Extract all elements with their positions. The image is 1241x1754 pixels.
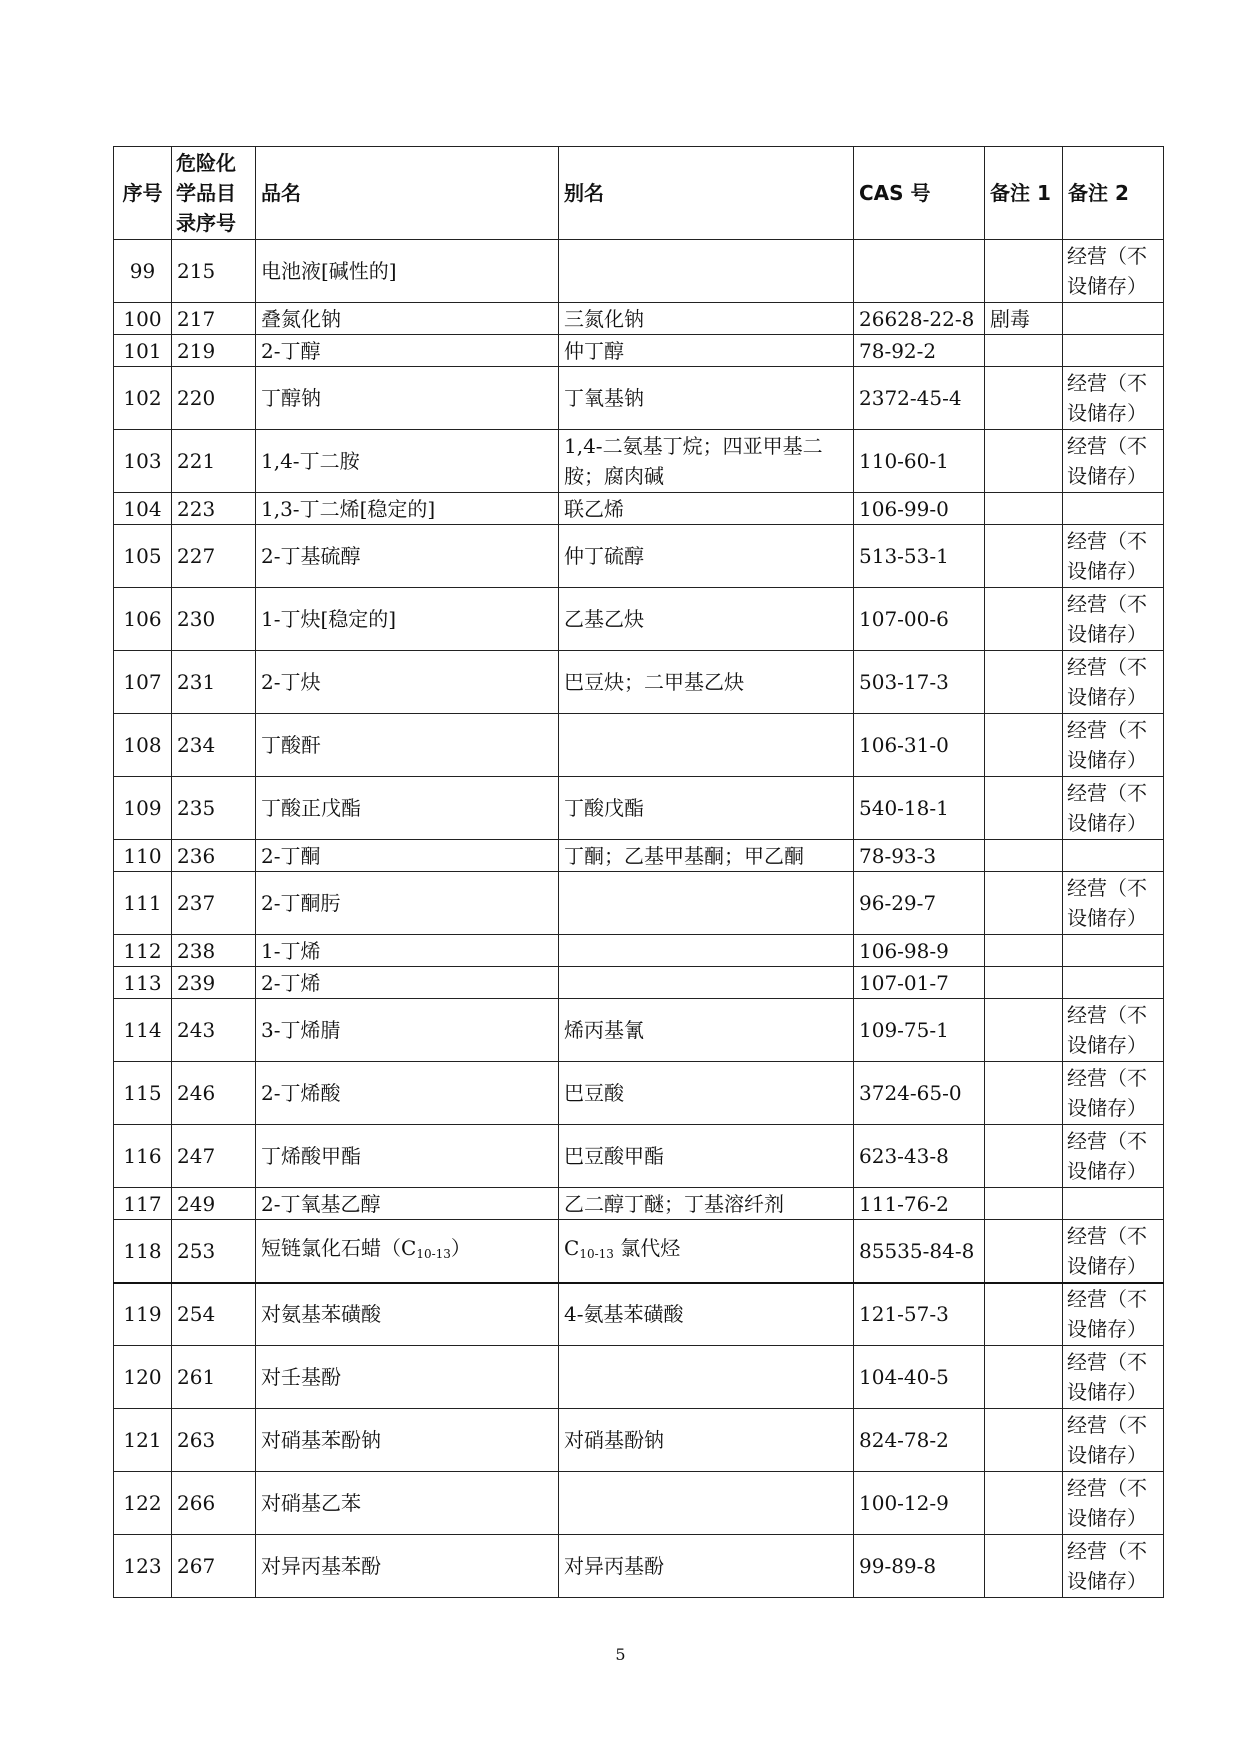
row-alias: 4-氨基苯磺酸 (559, 1283, 854, 1346)
table-row (114, 651, 1164, 714)
table-header-row (114, 147, 1164, 240)
row-catalog-number: 238 (172, 935, 256, 967)
table-body (114, 240, 1164, 1598)
row-cas: 110-60-1 (854, 430, 985, 493)
table-row (114, 1472, 1164, 1535)
header-product-name: 品名 (256, 147, 559, 240)
row-note-1 (985, 1220, 1063, 1283)
row-catalog-number: 239 (172, 967, 256, 999)
row-serial: 119 (114, 1283, 172, 1346)
row-note-1 (985, 872, 1063, 935)
chemical-list-sheet (113, 146, 1163, 1598)
row-alias: 三氮化钠 (559, 303, 854, 335)
row-note-1 (985, 967, 1063, 999)
row-note-1 (985, 1535, 1063, 1598)
row-note-2 (1063, 967, 1164, 999)
row-alias (559, 872, 854, 935)
row-alias (559, 1346, 854, 1409)
row-note-2: 经营（不设储存） (1063, 714, 1164, 777)
row-note-1 (985, 777, 1063, 840)
row-catalog-number: 266 (172, 1472, 256, 1535)
row-note-1 (985, 240, 1063, 303)
header-alias: 别名 (559, 147, 854, 240)
row-note-1 (985, 1346, 1063, 1409)
row-catalog-number: 236 (172, 840, 256, 872)
row-product-name: 1-丁炔[稳定的] (256, 588, 559, 651)
row-cas: 824-78-2 (854, 1409, 985, 1472)
row-alias (559, 240, 854, 303)
row-product-name: 短链氯化石蜡$(C_{10-13})$ (256, 1220, 559, 1283)
row-cas: 85535-84-8 (854, 1220, 985, 1283)
row-product-name: 对壬基酚 (256, 1346, 559, 1409)
row-serial: 113 (114, 967, 172, 999)
row-note-1 (985, 1283, 1063, 1346)
row-serial: 108 (114, 714, 172, 777)
row-serial: 120 (114, 1346, 172, 1409)
row-serial: 114 (114, 999, 172, 1062)
row-catalog-number: 227 (172, 525, 256, 588)
table-row (114, 935, 1164, 967)
table-row (114, 1283, 1164, 1346)
header-cas: CAS 号 (854, 147, 985, 240)
table-row (114, 430, 1164, 493)
row-note-1 (985, 367, 1063, 430)
row-serial: 105 (114, 525, 172, 588)
table-row (114, 1535, 1164, 1598)
row-serial: 112 (114, 935, 172, 967)
row-note-2: 经营（不设储存） (1063, 777, 1164, 840)
row-product-name: 2-丁炔 (256, 651, 559, 714)
table-row (114, 777, 1164, 840)
row-product-name: 丁酸酐 (256, 714, 559, 777)
row-alias: 巴豆炔；二甲基乙炔 (559, 651, 854, 714)
page-number: 5 (615, 1645, 626, 1664)
row-serial: 109 (114, 777, 172, 840)
row-serial: 101 (114, 335, 172, 367)
row-note-2: 经营（不设储存） (1063, 367, 1164, 430)
row-catalog-number: 230 (172, 588, 256, 651)
row-note-2: 经营（不设储存） (1063, 1472, 1164, 1535)
row-note-2 (1063, 840, 1164, 872)
table-row (114, 367, 1164, 430)
row-note-2 (1063, 493, 1164, 525)
row-serial: 117 (114, 1188, 172, 1220)
row-serial: 107 (114, 651, 172, 714)
row-serial: 106 (114, 588, 172, 651)
row-product-name: 对氨基苯磺酸 (256, 1283, 559, 1346)
row-cas: 78-93-3 (854, 840, 985, 872)
row-cas (854, 240, 985, 303)
header-note-2: 备注 2 (1063, 147, 1164, 240)
row-product-name: 1,3-丁二烯[稳定的] (256, 493, 559, 525)
row-note-2: 经营（不设储存） (1063, 1062, 1164, 1125)
row-product-name: 对硝基苯酚钠 (256, 1409, 559, 1472)
table-row (114, 999, 1164, 1062)
row-product-name: 对异丙基苯酚 (256, 1535, 559, 1598)
row-cas: 513-53-1 (854, 525, 985, 588)
row-product-name: 1,4-丁二胺 (256, 430, 559, 493)
row-note-1 (985, 714, 1063, 777)
row-catalog-number: 263 (172, 1409, 256, 1472)
row-note-1 (985, 1125, 1063, 1188)
row-catalog-number: 235 (172, 777, 256, 840)
row-catalog-number: 246 (172, 1062, 256, 1125)
row-note-2 (1063, 935, 1164, 967)
row-cas: 106-99-0 (854, 493, 985, 525)
row-cas: 106-98-9 (854, 935, 985, 967)
row-catalog-number: 249 (172, 1188, 256, 1220)
row-cas: 96-29-7 (854, 872, 985, 935)
row-cas: 121-57-3 (854, 1283, 985, 1346)
row-catalog-number: 237 (172, 872, 256, 935)
row-product-name: 2-丁烯酸 (256, 1062, 559, 1125)
row-product-name: 丁醇钠 (256, 367, 559, 430)
row-product-name: 2-丁烯 (256, 967, 559, 999)
row-note-1 (985, 1409, 1063, 1472)
header-note-1: 备注 1 (985, 147, 1063, 240)
row-cas: 107-01-7 (854, 967, 985, 999)
row-catalog-number: 220 (172, 367, 256, 430)
row-note-1 (985, 651, 1063, 714)
row-alias: 乙二醇丁醚；丁基溶纤剂 (559, 1188, 854, 1220)
row-catalog-number: 234 (172, 714, 256, 777)
row-alias: 对异丙基酚 (559, 1535, 854, 1598)
row-cas: 623-43-8 (854, 1125, 985, 1188)
row-catalog-number: 261 (172, 1346, 256, 1409)
row-note-1: 剧毒 (985, 303, 1063, 335)
row-note-2: 经营（不设储存） (1063, 1125, 1164, 1188)
table-row (114, 303, 1164, 335)
row-note-2: 经营（不设储存） (1063, 525, 1164, 588)
row-cas: 109-75-1 (854, 999, 985, 1062)
table-row (114, 1125, 1164, 1188)
row-serial: 104 (114, 493, 172, 525)
row-note-1 (985, 335, 1063, 367)
row-note-2: 经营（不设储存） (1063, 1409, 1164, 1472)
row-product-name: 2-丁氧基乙醇 (256, 1188, 559, 1220)
header-catalog-number: 危险化学品目录序号 (172, 147, 256, 240)
row-serial: 116 (114, 1125, 172, 1188)
row-note-1 (985, 1472, 1063, 1535)
row-alias: 1,4-二氨基丁烷；四亚甲基二胺；腐肉碱 (559, 430, 854, 493)
row-cas: 503-17-3 (854, 651, 985, 714)
table-row (114, 588, 1164, 651)
table-row (114, 872, 1164, 935)
row-product-name: 叠氮化钠 (256, 303, 559, 335)
row-alias: $C_{10-13}$ 氯代烃 (559, 1220, 854, 1283)
chemical-table (113, 146, 1164, 1598)
row-serial: 111 (114, 872, 172, 935)
row-note-2: 经营（不设储存） (1063, 430, 1164, 493)
row-alias: 联乙烯 (559, 493, 854, 525)
table-row (114, 1346, 1164, 1409)
row-alias (559, 1472, 854, 1535)
table-row (114, 967, 1164, 999)
row-note-2 (1063, 1188, 1164, 1220)
row-cas: 104-40-5 (854, 1346, 985, 1409)
table-row (114, 840, 1164, 872)
row-note-2 (1063, 303, 1164, 335)
row-alias: 仲丁硫醇 (559, 525, 854, 588)
header-serial: 序号 (114, 147, 172, 240)
row-serial: 102 (114, 367, 172, 430)
row-alias (559, 967, 854, 999)
row-cas: 111-76-2 (854, 1188, 985, 1220)
row-cas: 2372-45-4 (854, 367, 985, 430)
row-alias (559, 714, 854, 777)
row-catalog-number: 223 (172, 493, 256, 525)
table-row (114, 493, 1164, 525)
row-catalog-number: 247 (172, 1125, 256, 1188)
row-serial: 121 (114, 1409, 172, 1472)
row-cas: 26628-22-8 (854, 303, 985, 335)
row-serial: 100 (114, 303, 172, 335)
row-cas: 78-92-2 (854, 335, 985, 367)
row-catalog-number: 215 (172, 240, 256, 303)
row-cas: 100-12-9 (854, 1472, 985, 1535)
row-note-2: 经营（不设储存） (1063, 588, 1164, 651)
row-serial: 110 (114, 840, 172, 872)
row-alias: 巴豆酸 (559, 1062, 854, 1125)
table-row (114, 1409, 1164, 1472)
row-cas: 107-00-6 (854, 588, 985, 651)
row-product-name: 3-丁烯腈 (256, 999, 559, 1062)
row-cas: 540-18-1 (854, 777, 985, 840)
row-serial: 115 (114, 1062, 172, 1125)
table-row (114, 714, 1164, 777)
row-catalog-number: 231 (172, 651, 256, 714)
row-note-1 (985, 588, 1063, 651)
row-alias: 丁酮；乙基甲基酮；甲乙酮 (559, 840, 854, 872)
table-row (114, 1220, 1164, 1283)
row-note-1 (985, 935, 1063, 967)
row-catalog-number: 219 (172, 335, 256, 367)
row-serial: 99 (114, 240, 172, 303)
row-catalog-number: 243 (172, 999, 256, 1062)
row-alias: 仲丁醇 (559, 335, 854, 367)
row-alias (559, 935, 854, 967)
row-product-name: 丁烯酸甲酯 (256, 1125, 559, 1188)
row-catalog-number: 217 (172, 303, 256, 335)
row-product-name: 对硝基乙苯 (256, 1472, 559, 1535)
row-alias: 丁氧基钠 (559, 367, 854, 430)
row-cas: 99-89-8 (854, 1535, 985, 1598)
row-note-2: 经营（不设储存） (1063, 651, 1164, 714)
row-product-name: 2-丁酮肟 (256, 872, 559, 935)
row-product-name: 2-丁基硫醇 (256, 525, 559, 588)
row-catalog-number: 253 (172, 1220, 256, 1283)
row-alias: 烯丙基氰 (559, 999, 854, 1062)
row-alias: 对硝基酚钠 (559, 1409, 854, 1472)
row-product-name: 丁酸正戊酯 (256, 777, 559, 840)
row-product-name: 电池液[碱性的] (256, 240, 559, 303)
row-alias: 丁酸戊酯 (559, 777, 854, 840)
row-note-2: 经营（不设储存） (1063, 1535, 1164, 1598)
row-note-1 (985, 840, 1063, 872)
row-product-name: 2-丁酮 (256, 840, 559, 872)
row-catalog-number: 267 (172, 1535, 256, 1598)
row-note-2: 经营（不设储存） (1063, 1283, 1164, 1346)
row-product-name: 1-丁烯 (256, 935, 559, 967)
row-alias: 巴豆酸甲酯 (559, 1125, 854, 1188)
row-note-1 (985, 430, 1063, 493)
row-note-1 (985, 525, 1063, 588)
row-note-2: 经营（不设储存） (1063, 1220, 1164, 1283)
row-note-1 (985, 493, 1063, 525)
table-row (114, 335, 1164, 367)
row-serial: 103 (114, 430, 172, 493)
row-note-1 (985, 1188, 1063, 1220)
table-row (114, 1062, 1164, 1125)
row-note-2: 经营（不设储存） (1063, 999, 1164, 1062)
row-serial: 118 (114, 1220, 172, 1283)
row-product-name: 2-丁醇 (256, 335, 559, 367)
row-note-2: 经营（不设储存） (1063, 240, 1164, 303)
row-serial: 122 (114, 1472, 172, 1535)
row-cas: 106-31-0 (854, 714, 985, 777)
row-catalog-number: 221 (172, 430, 256, 493)
row-note-1 (985, 999, 1063, 1062)
table-row (114, 240, 1164, 303)
row-note-2 (1063, 335, 1164, 367)
row-serial: 123 (114, 1535, 172, 1598)
row-note-2: 经营（不设储存） (1063, 1346, 1164, 1409)
table-row (114, 525, 1164, 588)
row-note-1 (985, 1062, 1063, 1125)
row-note-2: 经营（不设储存） (1063, 872, 1164, 935)
row-cas: 3724-65-0 (854, 1062, 985, 1125)
row-catalog-number: 254 (172, 1283, 256, 1346)
table-row (114, 1188, 1164, 1220)
row-alias: 乙基乙炔 (559, 588, 854, 651)
